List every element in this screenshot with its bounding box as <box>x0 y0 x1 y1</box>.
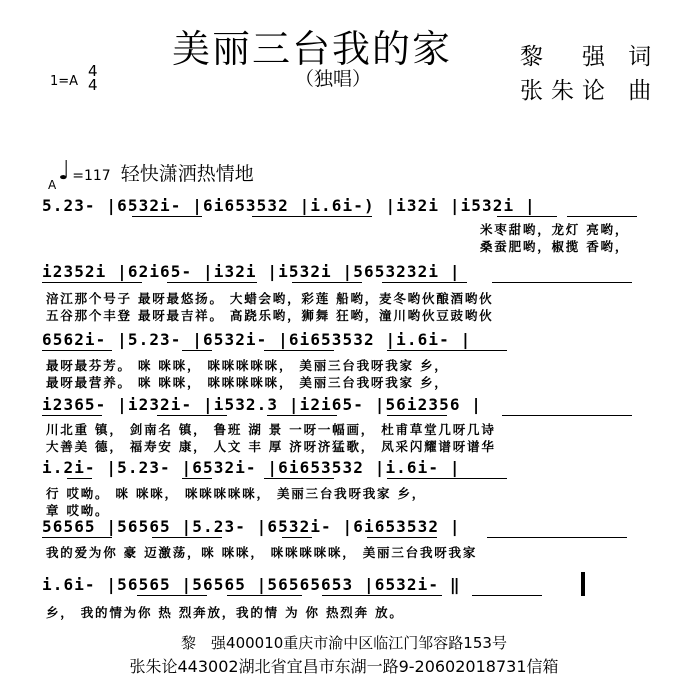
staff-system-6 <box>42 517 642 539</box>
lyric-line: 章 哎呦。 <box>46 503 110 518</box>
time-bottom: 4 <box>88 76 98 94</box>
tempo-value: =117 <box>72 167 111 184</box>
quarter-note-icon: ♩ <box>58 155 71 186</box>
lyric-line: 我的爱为你 豪 迈激荡，咪 咪咪， 咪咪咪咪咪， 美丽三台我呀我家 <box>46 545 478 560</box>
notation-line: i.2i- |5.23- |6532i- |6i653532 |i.6i- | <box>42 458 461 477</box>
notation-line: 56565 |56565 |5.23- |6532i- |6i653532 | <box>42 517 461 536</box>
time-top: 4 <box>88 62 98 80</box>
staff-system-7 <box>42 575 642 597</box>
composer-credit: 张朱论 曲 <box>520 78 660 104</box>
time-signature <box>88 64 98 92</box>
key-signature: 1=A <box>50 74 79 89</box>
footer-address-1: 黎 强400010重庆市渝中区临江门邹容路153号 <box>181 634 507 652</box>
staff-system-4 <box>42 395 642 417</box>
lyric-line: 五谷那个丰登 最呀最吉祥。 高跷乐哟，狮舞 狂哟，潼川哟伙豆豉哟伙 <box>46 308 494 323</box>
tempo-marking <box>58 155 254 186</box>
staff-system-3 <box>42 330 642 352</box>
notation-line: i.6i- |56565 |56565 |56565653 |6532i- ‖ <box>42 575 461 594</box>
final-barline <box>581 572 585 596</box>
lyric-line: 乡， 我的情为你 热 烈奔放，我的情 为 你 热烈奔 放。 <box>46 605 404 620</box>
tempo-style: 轻快潇洒热情地 <box>120 163 254 185</box>
lyric-line: 最呀最芬芳。 咪 咪咪， 咪咪咪咪咪， 美丽三台我呀我家 乡， <box>46 358 449 373</box>
lyric-line: 行 哎呦。 咪 咪咪， 咪咪咪咪咪， 美丽三台我呀我家 乡， <box>46 486 427 501</box>
lyric-line: 大善美 德， 福寿安 康， 人文 丰 厚 济呀济猛歌， 凤采闪耀谱呀谱华 <box>46 439 496 454</box>
staff-system-2 <box>42 262 642 284</box>
staff-system-5 <box>42 458 642 480</box>
lyric-line: 川北重 镇， 剑南名 镇， 鲁班 湖 景 一呀一幅画， 杜甫草堂几呀几诗 <box>46 422 496 437</box>
page-title: 美丽三台我的家 <box>172 27 453 71</box>
footer-address-2: 张朱论443002湖北省宜昌市东湖一路9-20602018731信箱 <box>129 657 559 676</box>
page-subtitle: （独唱） <box>295 68 372 90</box>
lyric-line: 涪江那个号子 最呀最悠扬。 大蜡会哟，彩莲 船哟，麦冬哟伙酿酒哟伙 <box>46 291 494 306</box>
lyricist-credit: 黎 强 词 <box>520 44 660 70</box>
lyric-line: 桑蚕肥哟，椒揽 香哟， <box>480 239 630 254</box>
lyric-line: 最呀最营养。 咪 咪咪， 咪咪咪咪咪， 美丽三台我呀我家 乡， <box>46 375 449 390</box>
section-mark: A <box>48 178 57 192</box>
notation-line: i2352i |62i65- |i32i |i532i |5653232i | <box>42 262 461 281</box>
notation-line: i2365- |i232i- |i532.3 |i2i65- |56i2356 | <box>42 395 483 414</box>
notation-line: 5.23- |6532i- |6i653532 |i.6i-) |i32i |i532i | <box>42 196 536 215</box>
staff-system-1 <box>42 196 642 218</box>
lyric-line: 米枣甜哟，龙灯 亮哟， <box>480 222 630 237</box>
notation-line: 6562i- |5.23- |6532i- |6i653532 |i.6i- | <box>42 330 472 349</box>
